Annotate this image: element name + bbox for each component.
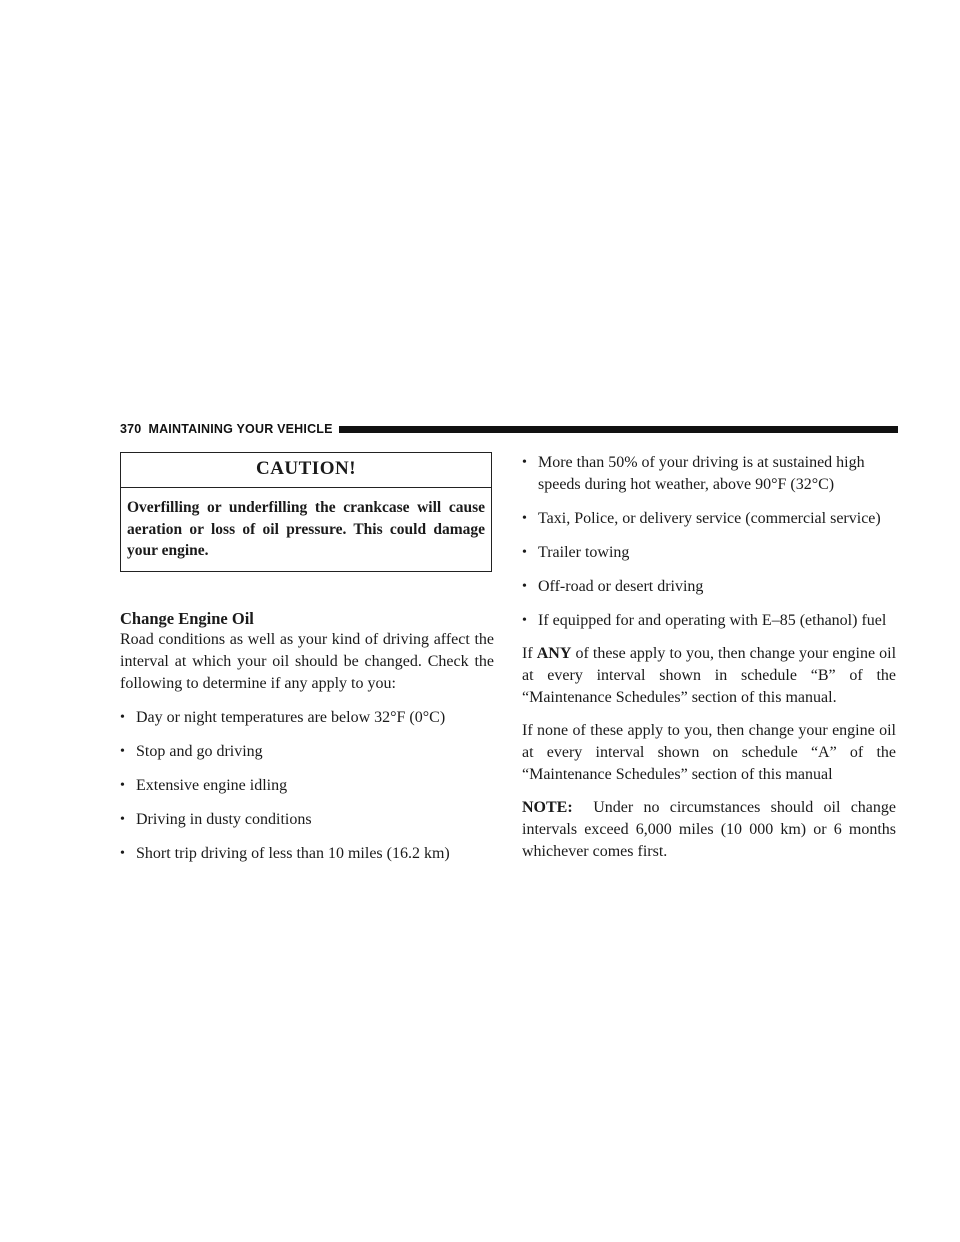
intro-paragraph: Road conditions as well as your kind of driving affect the interval at which your oil should be changed. Check the following to determine if any apply to you: <box>120 630 494 692</box>
bullet-icon: • <box>522 545 527 560</box>
page-number: 370 <box>120 422 142 436</box>
right-column <box>522 452 896 863</box>
list-item: • More than 50% of your driving is at sustained high speeds during hot weather, above 90°F (32°C) <box>522 452 896 496</box>
list-item: • Off-road or desert driving <box>522 576 896 598</box>
bullet-icon: • <box>522 579 527 594</box>
list-item: • Stop and go driving <box>120 741 494 763</box>
note-paragraph: NOTE: Under no circumstances should oil change intervals exceed 6,000 miles (10 000 km) or 6 months whichever comes first. <box>522 799 896 860</box>
bullet-icon: • <box>522 613 527 628</box>
page-header <box>120 418 898 440</box>
bullet-icon: • <box>522 455 527 470</box>
bullet-icon: • <box>120 777 125 793</box>
list-item: • Driving in dusty conditions <box>120 809 494 831</box>
conditions-list-left <box>120 707 494 865</box>
list-item: • Trailer towing <box>522 542 896 564</box>
section-heading: Change Engine Oil <box>120 608 254 628</box>
emphasis-any: ANY <box>536 645 572 662</box>
bullet-icon: • <box>120 845 125 861</box>
list-item: • Day or night temperatures are below 32°F (0°C) <box>120 707 494 729</box>
none-paragraph: If none of these apply to you, then change your engine oil at every interval shown on schedule “A” of the “Maintenance Schedules” section of this manual <box>522 722 896 783</box>
list-item: • Extensive engine idling <box>120 775 494 797</box>
bullet-icon: • <box>522 511 527 526</box>
list-item: • Short trip driving of less than 10 miles (16.2 km) <box>120 843 494 865</box>
bullet-icon: • <box>120 743 125 759</box>
list-item: • Taxi, Police, or delivery service (commercial service) <box>522 508 896 530</box>
caution-title: CAUTION! <box>121 453 491 488</box>
caution-box <box>120 452 492 572</box>
bullet-icon: • <box>120 709 125 725</box>
list-item: • If equipped for and operating with E–85 (ethanol) fuel <box>522 610 896 632</box>
bullet-icon: • <box>120 811 125 827</box>
conditions-list-right <box>522 452 896 632</box>
caution-text: Overfilling or underfilling the crankcase will cause aeration or loss of oil pressure. This could damage your engine. <box>127 499 485 559</box>
note-label: NOTE: <box>522 799 573 816</box>
any-paragraph: If ANY of these apply to you, then change your engine oil at every interval shown in schedule “B” of the “Maintenance Schedules” section of this manual. <box>522 645 897 706</box>
header-rule <box>339 426 898 433</box>
left-column <box>120 452 494 865</box>
section-title: MAINTAINING YOUR VEHICLE <box>148 422 333 436</box>
